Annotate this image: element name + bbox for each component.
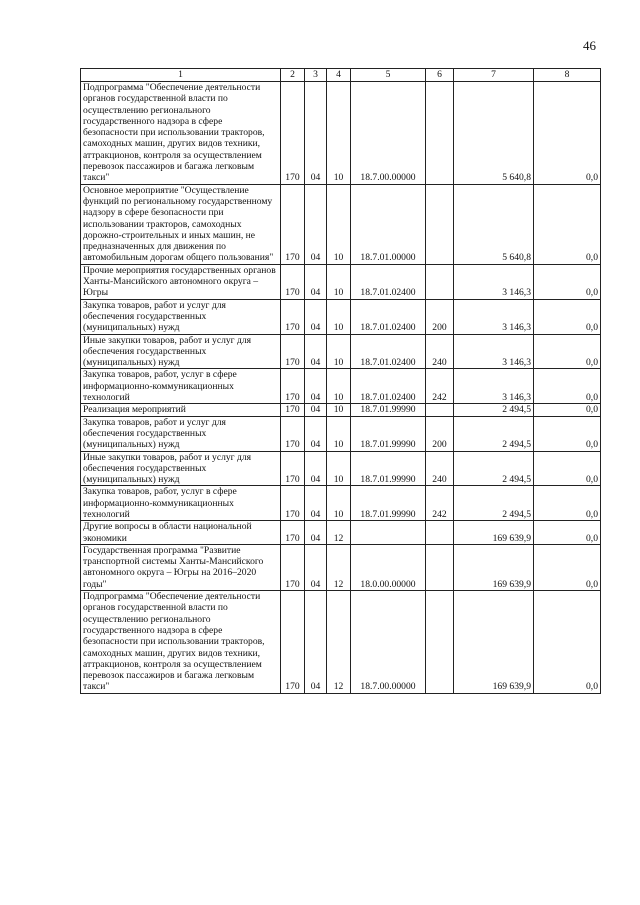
cell-code-2: 170	[281, 486, 305, 521]
table-row	[81, 451, 601, 486]
cell-code-6: 200	[426, 416, 454, 451]
row-name-cell: Закупка товаров, работ, услуг в сфере информационно-коммуникационных технологий	[81, 486, 281, 521]
cell-code-4: 10	[327, 82, 351, 185]
cell-code-4: 12	[327, 591, 351, 694]
cell-amount-7: 169 639,9	[454, 591, 534, 694]
table-row	[81, 82, 601, 185]
table-row	[81, 299, 601, 334]
cell-code-2: 170	[281, 416, 305, 451]
table-row	[81, 334, 601, 369]
cell-amount-7: 2 494,5	[454, 451, 534, 486]
cell-amount-8: 0,0	[534, 299, 601, 334]
cell-code-5: 18.7.01.99990	[351, 486, 426, 521]
cell-amount-8: 0,0	[534, 521, 601, 545]
row-name-cell: Иные закупки товаров, работ и услуг для обеспечения государственных (муниципальных) нужд	[81, 451, 281, 486]
cell-code-5	[351, 521, 426, 545]
cell-code-4: 10	[327, 451, 351, 486]
row-name-cell: Подпрограмма "Обеспечение деятельности органов государственной власти по осуществлению регионального государственного надзора в сфере безопасности при использовании тракторов, самоходных машин, других видов техники, аттракционов, контроля за осуществлением перевозок пассажиров и багажа легковым такси"	[81, 591, 281, 694]
cell-code-6: 240	[426, 451, 454, 486]
row-name-cell: Подпрограмма "Обеспечение деятельности органов государственной власти по осуществлению регионального государственного надзора в сфере безопасности при использовании тракторов, самоходных машин, других видов техники, аттракционов, контроля за осуществлением перевозок пассажиров и багажа легковым такси"	[81, 82, 281, 185]
table-row	[81, 264, 601, 299]
cell-amount-8: 0,0	[534, 264, 601, 299]
cell-code-4: 12	[327, 544, 351, 590]
cell-code-6	[426, 264, 454, 299]
cell-code-5: 18.7.00.00000	[351, 591, 426, 694]
cell-amount-7: 3 146,3	[454, 334, 534, 369]
cell-code-6	[426, 82, 454, 185]
cell-code-3: 04	[305, 369, 327, 404]
table-row	[81, 521, 601, 545]
cell-code-6: 240	[426, 334, 454, 369]
cell-code-5: 18.7.01.02400	[351, 369, 426, 404]
row-name-cell: Реализация мероприятий	[81, 404, 281, 416]
cell-code-2: 170	[281, 184, 305, 264]
cell-amount-8: 0,0	[534, 591, 601, 694]
cell-code-4: 10	[327, 264, 351, 299]
row-name-cell: Прочие мероприятия государственных органов Ханты-Мансийского автономного округа – Югры	[81, 264, 281, 299]
table-row	[81, 404, 601, 416]
cell-code-6: 242	[426, 486, 454, 521]
cell-amount-8: 0,0	[534, 416, 601, 451]
cell-code-5: 18.7.01.99990	[351, 416, 426, 451]
cell-amount-8: 0,0	[534, 369, 601, 404]
cell-code-4: 10	[327, 334, 351, 369]
cell-amount-8: 0,0	[534, 486, 601, 521]
cell-amount-7: 5 640,8	[454, 184, 534, 264]
cell-amount-8: 0,0	[534, 82, 601, 185]
row-name-cell: Закупка товаров, работ, услуг в сфере информационно-коммуникационных технологий	[81, 369, 281, 404]
column-header: 1	[81, 69, 281, 82]
cell-code-6	[426, 591, 454, 694]
cell-code-5: 18.7.01.02400	[351, 299, 426, 334]
table-body	[81, 82, 601, 694]
cell-code-5: 18.7.01.02400	[351, 334, 426, 369]
cell-code-5: 18.0.00.00000	[351, 544, 426, 590]
column-header: 5	[351, 69, 426, 82]
cell-amount-7: 2 494,5	[454, 416, 534, 451]
cell-code-2: 170	[281, 591, 305, 694]
cell-amount-7: 169 639,9	[454, 521, 534, 545]
cell-code-2: 170	[281, 299, 305, 334]
cell-amount-7: 2 494,5	[454, 404, 534, 416]
cell-code-2: 170	[281, 544, 305, 590]
cell-code-3: 04	[305, 544, 327, 590]
column-header: 6	[426, 69, 454, 82]
cell-code-6	[426, 404, 454, 416]
cell-code-2: 170	[281, 334, 305, 369]
cell-code-3: 04	[305, 184, 327, 264]
cell-code-6	[426, 184, 454, 264]
cell-code-3: 04	[305, 521, 327, 545]
cell-code-5: 18.7.01.00000	[351, 184, 426, 264]
cell-code-3: 04	[305, 299, 327, 334]
column-header: 7	[454, 69, 534, 82]
cell-amount-8: 0,0	[534, 404, 601, 416]
cell-code-4: 10	[327, 416, 351, 451]
budget-table	[80, 68, 601, 694]
cell-code-3: 04	[305, 486, 327, 521]
cell-code-6	[426, 521, 454, 545]
table-row	[81, 591, 601, 694]
column-header: 3	[305, 69, 327, 82]
cell-code-4: 10	[327, 486, 351, 521]
cell-amount-8: 0,0	[534, 451, 601, 486]
cell-code-3: 04	[305, 416, 327, 451]
cell-amount-7: 5 640,8	[454, 82, 534, 185]
cell-code-2: 170	[281, 369, 305, 404]
table-row	[81, 369, 601, 404]
cell-code-5: 18.7.01.99990	[351, 404, 426, 416]
table-row	[81, 544, 601, 590]
cell-amount-7: 2 494,5	[454, 486, 534, 521]
row-name-cell: Государственная программа "Развитие транспортной системы Ханты-Мансийского автономного округа – Югры на 2016–2020 годы"	[81, 544, 281, 590]
cell-code-6	[426, 544, 454, 590]
row-name-cell: Другие вопросы в области национальной экономики	[81, 521, 281, 545]
cell-code-3: 04	[305, 334, 327, 369]
cell-code-4: 10	[327, 184, 351, 264]
row-name-cell: Иные закупки товаров, работ и услуг для обеспечения государственных (муниципальных) нужд	[81, 334, 281, 369]
table-row	[81, 184, 601, 264]
cell-code-4: 12	[327, 521, 351, 545]
cell-code-2: 170	[281, 82, 305, 185]
row-name-cell: Закупка товаров, работ и услуг для обеспечения государственных (муниципальных) нужд	[81, 299, 281, 334]
cell-code-5: 18.7.00.00000	[351, 82, 426, 185]
cell-amount-7: 3 146,3	[454, 369, 534, 404]
cell-code-3: 04	[305, 451, 327, 486]
cell-code-2: 170	[281, 264, 305, 299]
cell-amount-7: 3 146,3	[454, 299, 534, 334]
cell-code-3: 04	[305, 264, 327, 299]
cell-code-2: 170	[281, 451, 305, 486]
cell-amount-8: 0,0	[534, 544, 601, 590]
cell-code-4: 10	[327, 299, 351, 334]
column-header: 2	[281, 69, 305, 82]
cell-code-2: 170	[281, 521, 305, 545]
table-row	[81, 486, 601, 521]
cell-amount-7: 169 639,9	[454, 544, 534, 590]
cell-code-4: 10	[327, 369, 351, 404]
cell-amount-7: 3 146,3	[454, 264, 534, 299]
table-row	[81, 416, 601, 451]
row-name-cell: Основное мероприятие "Осуществление функций по региональному государственному надзору в сфере безопасности при использовании тракторов, самоходных дорожно-строительных и иных машин, не предназначенных для движения по автомобильным дорогам общего пользования"	[81, 184, 281, 264]
cell-code-3: 04	[305, 404, 327, 416]
cell-code-5: 18.7.01.99990	[351, 451, 426, 486]
cell-amount-8: 0,0	[534, 184, 601, 264]
cell-code-3: 04	[305, 591, 327, 694]
page-number: 46	[583, 38, 596, 53]
cell-code-3: 04	[305, 82, 327, 185]
table-header-row	[81, 69, 601, 82]
cell-amount-8: 0,0	[534, 334, 601, 369]
cell-code-2: 170	[281, 404, 305, 416]
column-header: 8	[534, 69, 601, 82]
row-name-cell: Закупка товаров, работ и услуг для обеспечения государственных (муниципальных) нужд	[81, 416, 281, 451]
cell-code-6: 200	[426, 299, 454, 334]
cell-code-6: 242	[426, 369, 454, 404]
cell-code-4: 10	[327, 404, 351, 416]
column-header: 4	[327, 69, 351, 82]
cell-code-5: 18.7.01.02400	[351, 264, 426, 299]
